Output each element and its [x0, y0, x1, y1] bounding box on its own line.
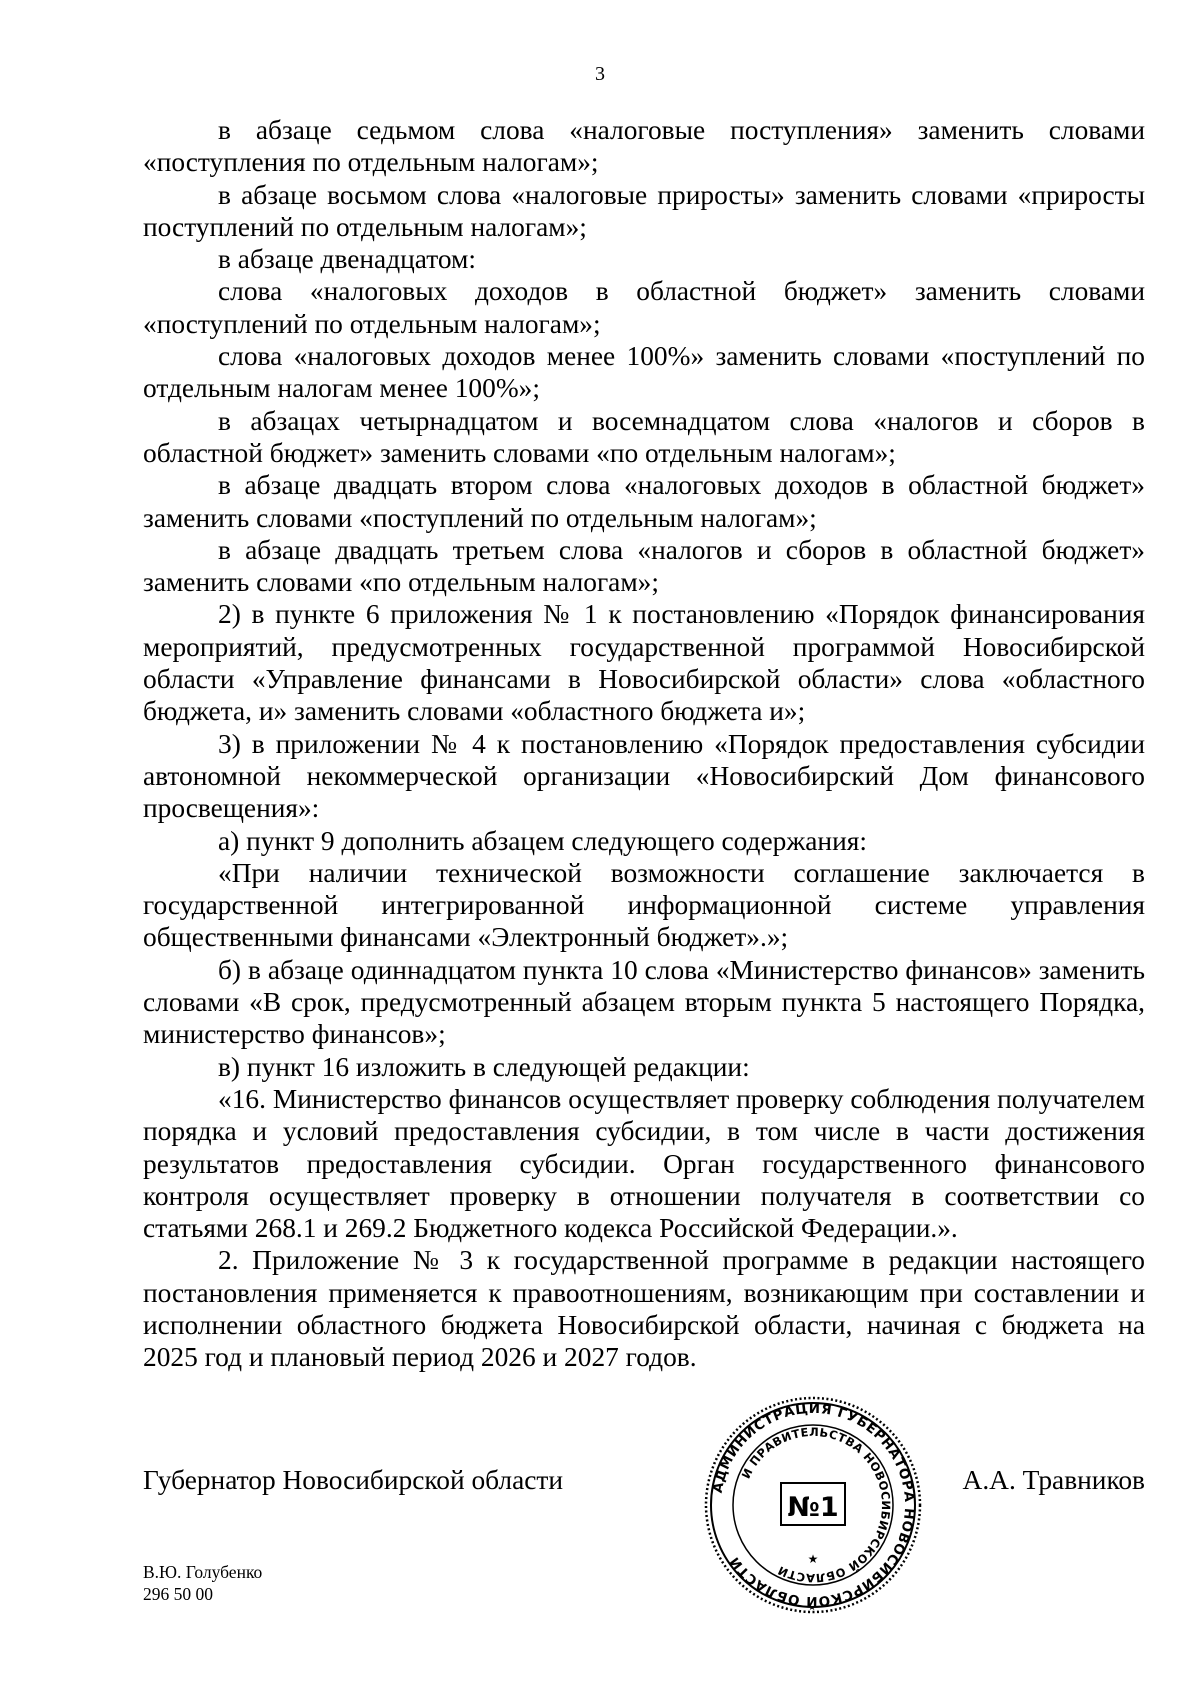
seal-outer-text: АДМИНИСТРАЦИЯ ГУБЕРНАТОРА НОВОСИБИРСКОЙ ОБЛАСТИ	[709, 1400, 918, 1610]
seal-center-number: №1	[787, 1492, 839, 1523]
paragraph: «16. Министерство финансов осуществляет проверку соблюдения получателем порядка и условий предоставления субсидии, в том числе в части достижения результатов предоставления субсидии. Орган государственного финансового контроля осуществляет проверку в отношении получателя в соответствии со статьями 268.1 и 269.2 Бюджетного кодекса Российской Федерации.».	[143, 1083, 1145, 1244]
page-number: 3	[595, 63, 605, 85]
paragraph: в абзаце двенадцатом:	[218, 244, 476, 275]
paragraph: 2) в пункте 6 приложения № 1 к постановлению «Порядок финансирования мероприятий, предусмотренных государственной программой Новосибирской области «Управление финансами в Новосибирской области» слова «областного бюджета, и» заменить словами «областного бюджета и»;	[143, 599, 1145, 727]
paragraph: в абзаце седьмом слова «налоговые поступления» заменить словами «поступления по отдельным налогам»;	[143, 115, 1145, 178]
document-body	[143, 114, 1145, 1374]
signatory-name: А.А. Травников	[962, 1465, 1145, 1495]
executor-phone: 296 50 00	[143, 1583, 213, 1604]
paragraph: 2. Приложение № 3 к государственной программе в редакции настоящего постановления применяется к правоотношениям, возникающим при составлении и исполнении областного бюджета Новосибирской области, начиная с бюджета на 2025 год и плановый период 2026 и 2027 годов.	[143, 1245, 1145, 1373]
paragraph: в абзацах четырнадцатом и восемнадцатом слова «налогов и сборов в областной бюджет» заменить словами «по отдельным налогам»;	[143, 405, 1145, 468]
official-seal	[703, 1395, 923, 1615]
paragraph: б) в абзаце одиннадцатом пункта 10 слова «Министерство финансов» заменить словами «В срок, предусмотренный абзацем вторым пункта 5 настоящего Порядка, министерство финансов»;	[143, 954, 1145, 1050]
seal-inner-text: И ПРАВИТЕЛЬСТВА НОВОСИБИРСКОЙ ОБЛАСТИ	[738, 1424, 894, 1586]
paragraph: в абзаце двадцать втором слова «налоговых доходов в областной бюджет» заменить словами «поступлений по отдельным налогам»;	[143, 470, 1145, 533]
executor-name: В.Ю. Голубенко	[143, 1562, 263, 1582]
paragraph: в абзаце двадцать третьем слова «налогов и сборов в областной бюджет» заменить словами «по отдельным налогам»;	[143, 534, 1145, 598]
paragraph: слова «налоговых доходов менее 100%» заменить словами «поступлений по отдельным налогам менее 100%»;	[143, 341, 1145, 404]
executor-block	[143, 1562, 262, 1605]
signatory-position: Губернатор Новосибирской области	[143, 1465, 564, 1495]
paragraph: а) пункт 9 дополнить абзацем следующего содержания:	[218, 825, 867, 856]
paragraph: 3) в приложении № 4 к постановлению «Порядок предоставления субсидии автономной некоммерческой организации «Новосибирский Дом финансового просвещения»:	[143, 728, 1145, 824]
seal-star-icon: ★	[807, 1552, 819, 1566]
paragraph: в абзаце восьмом слова «налоговые приросты» заменить словами «приросты поступлений по отдельным налогам»;	[143, 179, 1145, 242]
paragraph: слова «налоговых доходов в областной бюджет» заменить словами «поступлений по отдельным налогам»;	[143, 276, 1145, 339]
paragraph: «При наличии технической возможности соглашение заключается в государственной интегрированной информационной системе управления общественными финансами «Электронный бюджет».»;	[143, 857, 1145, 953]
signature-block	[143, 1464, 1145, 1498]
paragraph: в) пункт 16 изложить в следующей редакции:	[218, 1051, 750, 1082]
